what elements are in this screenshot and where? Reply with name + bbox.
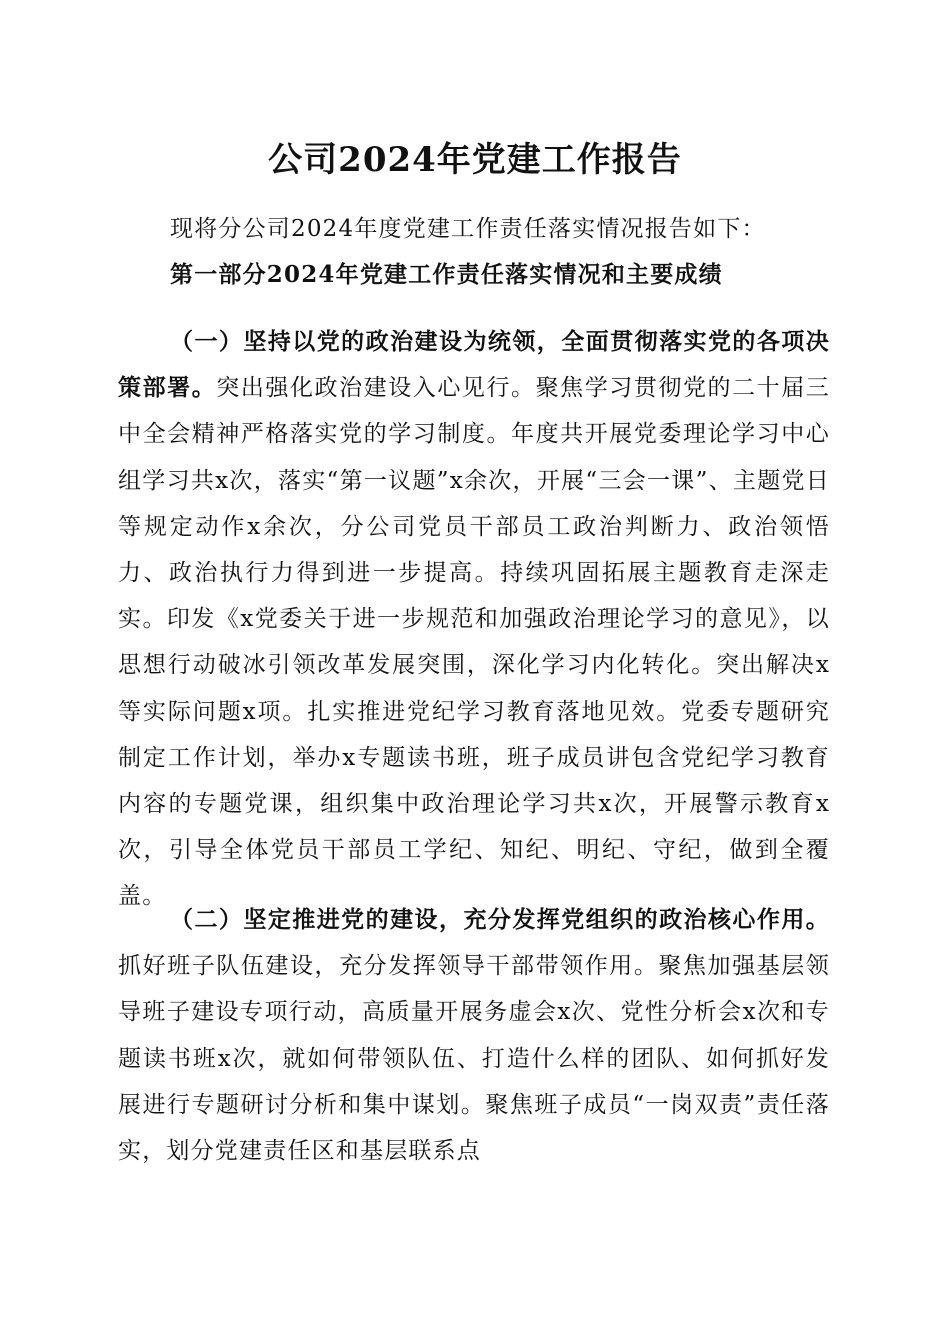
section-two-paragraph: [118, 897, 830, 1174]
section-two-lead: （二）坚定推进党的建设，充分发挥党组织的政治核心作用。: [170, 906, 830, 933]
document-title: 公司2024年党建工作报告: [268, 140, 682, 180]
section-one-paragraph: [118, 319, 830, 920]
section-one-lead: （一）坚持以党的政治建设为统领，全面贯彻落实党的各项决策部署。: [118, 328, 830, 402]
part-one-heading: 第一部分2024年党建工作责任落实情况和主要成绩: [170, 261, 723, 288]
section-one-body: 突出强化政治建设入心见行。聚焦学习贯彻党的二十届三中全会精神严格落实党的学习制度。年度共开展党委理论学习中心组学习共x次，落实“第一议题”x余次，开展“三会一课”、主题党日等规定动作x余次，分公司党员干部员工政治判断力、政治领悟力、政治执行力得到进一步提高。持续巩固拓展主题教育走深走实。印发《x党委关于进一步规范和加强政治理论学习的意见》，以思想行动破冰引领改革发展突围，深化学习内化转化。突出解决x等实际问题x项。扎实推进党纪学习教育落地见效。党委专题研究制定工作计划，举办x专题读书班，班子成员讲包含党纪学习教育内容的专题党课，组织集中政治理论学习共x次，开展警示教育x次，引导全体党员干部员工学纪、知纪、明纪、守纪，做到全覆盖。: [118, 375, 830, 910]
intro-paragraph: 现将分公司2024年度党建工作责任落实情况报告如下：: [170, 216, 766, 242]
section-two-body: 抓好班子队伍建设，充分发挥领导干部带领作用。聚焦加强基层领导班子建设专项行动，高质量开展务虚会x次、党性分析会x次和专题读书班x次，就如何带领队伍、打造什么样的团队、如何抓好发展进行专题研讨分析和集中谋划。聚焦班子成员“一岗双责”责任落实，划分党建责任区和基层联系点: [118, 953, 830, 1165]
